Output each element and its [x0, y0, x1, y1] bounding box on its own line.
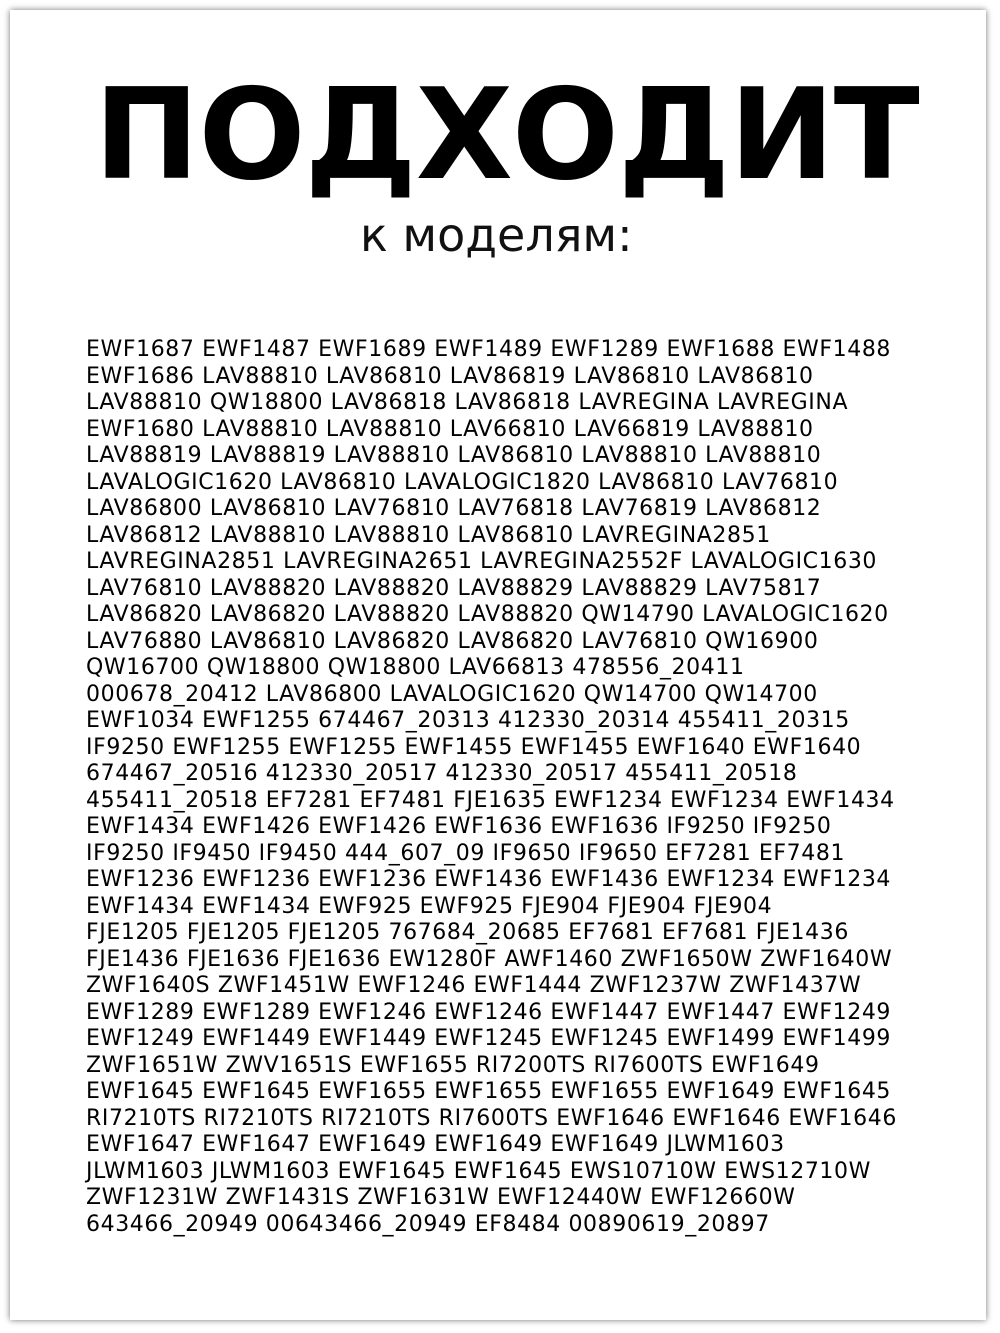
model-list-line: ZWF1651W ZWV1651S EWF1655 RI7200TS RI7600TS EWF1649 [86, 1052, 820, 1078]
model-list-line: 000678_20412 LAV86800 LAVALOGIC1620 QW14700 QW14700 [86, 681, 818, 707]
model-list-line: EWF1034 EWF1255 674467_20313 412330_20314 455411_20315 [86, 708, 850, 733]
model-list-line: 674467_20516 412330_20517 412330_20517 455411_20518 [86, 761, 798, 786]
model-list-line: LAVREGINA2851 LAVREGINA2651 LAVREGINA2552F LAVALOGIC1630 [86, 549, 878, 574]
model-list-line: EWF1289 EWF1289 EWF1246 EWF1246 EWF1447 EWF1447 EWF1249 [86, 999, 892, 1025]
model-list-line: EWF1687 EWF1487 EWF1689 EWF1489 EWF1289 EWF1688 EWF1488 [86, 337, 892, 362]
model-list-line: FJE1205 FJE1205 FJE1205 767684_20685 EF7681 EF7681 FJE1436 [86, 920, 849, 945]
model-list-line: LAV88810 QW18800 LAV86818 LAV86818 LAVREGINA LAVREGINA [86, 390, 849, 415]
model-list-line: LAV86800 LAV86810 LAV76810 LAV76818 LAV76819 LAV86812 [86, 496, 822, 521]
model-list-line: IF9250 IF9450 IF9450 444_607_09 IF9650 IF9650 EF7281 EF7481 [86, 840, 846, 866]
document-page [10, 10, 986, 1320]
model-list-line: EWF1434 EWF1434 EWF925 EWF925 FJE904 FJE904 FJE904 [86, 893, 773, 919]
model-list [86, 337, 946, 1238]
model-list-line: LAV76810 LAV88820 LAV88820 LAV88829 LAV88829 LAV75817 [86, 575, 822, 601]
model-list-line: LAV88819 LAV88819 LAV88810 LAV86810 LAV88810 LAV88810 [86, 443, 822, 468]
model-list-line: 455411_20518 EF7281 EF7481 FJE1635 EWF1234 EWF1234 EWF1434 [86, 787, 895, 813]
model-list-line: 643466_20949 00643466_20949 EF8484 00890619_20897 [86, 1211, 770, 1237]
model-list-line: ZWF1231W ZWF1431S ZWF1631W EWF12440W EWF12660W [86, 1185, 796, 1210]
model-list-line: EWF1645 EWF1645 EWF1655 EWF1655 EWF1655 EWF1649 EWF1645 [86, 1079, 892, 1104]
model-list-line: JLWM1603 JLWM1603 EWF1645 EWF1645 EWS10710W EWS12710W [86, 1158, 871, 1184]
model-list-line: RI7210TS RI7210TS RI7210TS RI7600TS EWF1646 EWF1646 EWF1646 [86, 1105, 897, 1131]
model-list-line: LAV86820 LAV86820 LAV88820 LAV88820 QW14790 LAVALOGIC1620 [86, 602, 889, 627]
model-list-line: LAVALOGIC1620 LAV86810 LAVALOGIC1820 LAV86810 LAV76810 [86, 469, 839, 495]
model-list-line: EWF1236 EWF1236 EWF1236 EWF1436 EWF1436 EWF1234 EWF1234 [86, 867, 892, 892]
model-list-line: EWF1686 LAV88810 LAV86810 LAV86819 LAV86810 LAV86810 [86, 363, 814, 389]
model-list-line: ZWF1640S ZWF1451W EWF1246 EWF1444 ZWF1237W ZWF1437W [86, 973, 862, 998]
model-list-line: EWF1680 LAV88810 LAV88810 LAV66810 LAV66819 LAV88810 [86, 416, 814, 442]
model-list-line: LAV76880 LAV86810 LAV86820 LAV86820 LAV76810 QW16900 [86, 628, 819, 654]
model-list-line: FJE1436 FJE1636 FJE1636 EW1280F AWF1460 ZWF1650W ZWF1640W [86, 946, 893, 972]
model-list-line: EWF1249 EWF1449 EWF1449 EWF1245 EWF1245 EWF1499 EWF1499 [86, 1026, 892, 1051]
model-list-line: QW16700 QW18800 QW18800 LAV66813 478556_20411 [86, 655, 745, 680]
page-subtitle: к моделям: [360, 208, 633, 262]
model-list-line: LAV86812 LAV88810 LAV88810 LAV86810 LAVREGINA2851 [86, 522, 771, 548]
model-list-line: EWF1434 EWF1426 EWF1426 EWF1636 EWF1636 IF9250 IF9250 [86, 814, 832, 839]
model-list-line: EWF1647 EWF1647 EWF1649 EWF1649 EWF1649 JLWM1603 [86, 1132, 785, 1157]
page-title: ПОДХОДИТ [94, 61, 919, 208]
model-list-line: IF9250 EWF1255 EWF1255 EWF1455 EWF1455 EWF1640 EWF1640 [86, 734, 862, 760]
